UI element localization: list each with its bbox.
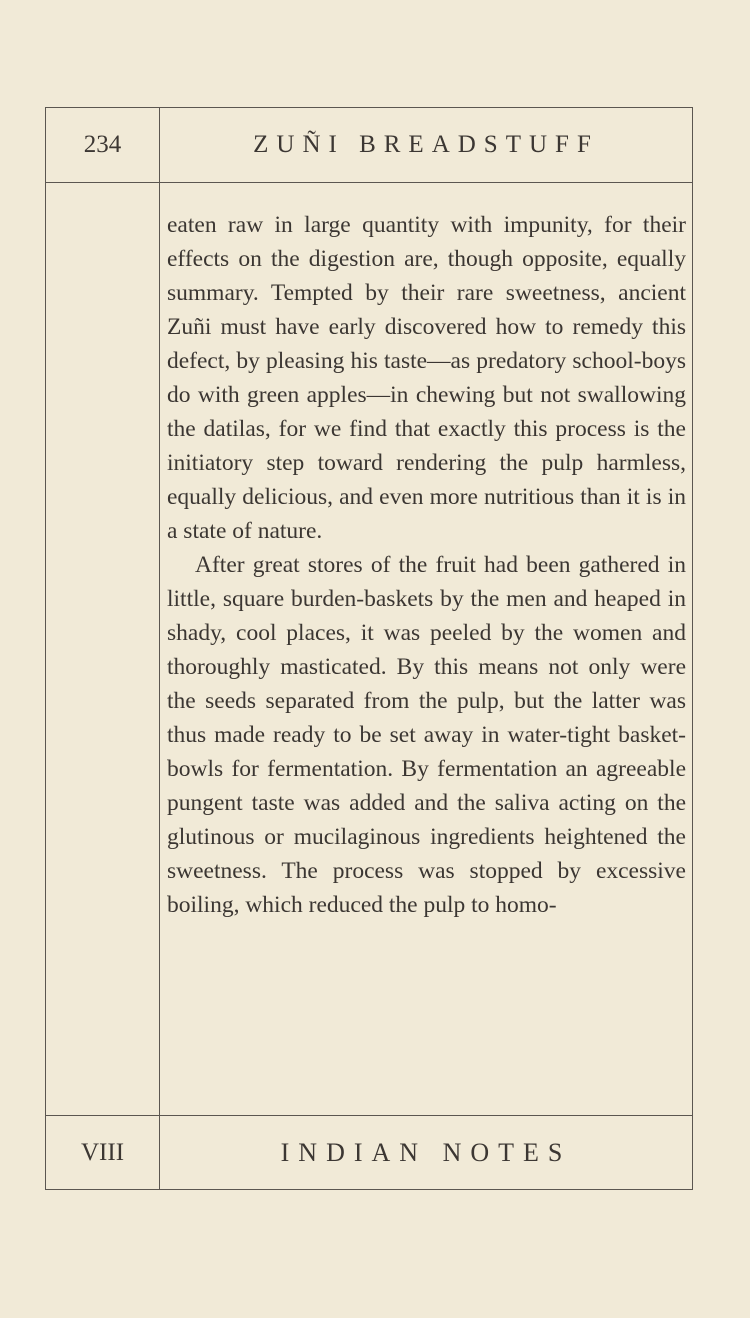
- series-title: INDIAN NOTES: [280, 1138, 572, 1167]
- paragraph-1: eaten raw in large quantity with impunity, for their effects on the digestion are, though opposite, equally summary. Tempted by their rare sweetness, ancient Zuñi must have early discovered how to remedy this defect, by pleasing his taste—as predatory school-boys do with green apples—in chewing but not swallowing the datilas, for we find that exactly this process is the initiatory step toward rendering the pulp harmless, equally delicious, and even more nutritious than it is in a state of nature.: [167, 212, 686, 544]
- margin-divider: [159, 108, 160, 1189]
- paragraph-2: After great stores of the fruit had been gathered in little, square burden-baskets by the men and heaped in shady, cool places, it was peeled by the women and thoroughly masticated. By this means not only were the seeds separated from the pulp, but the latter was thus made ready to be set away in water-tight basket-bowls for fermentation. By fermentation an agreeable pungent taste was added and the saliva acting on the glutinous or mucilaginous ingredients heightened the sweetness. The process was stopped by excessive boiling, which reduced the pulp to homo-: [167, 552, 686, 918]
- volume-number: VIII: [80, 1139, 125, 1166]
- running-title: ZUÑI BREADSTUFF: [253, 131, 599, 158]
- header-divider: [46, 182, 692, 183]
- body-text: [167, 208, 686, 922]
- page-frame: [45, 107, 693, 1190]
- page-number: 234: [83, 131, 122, 158]
